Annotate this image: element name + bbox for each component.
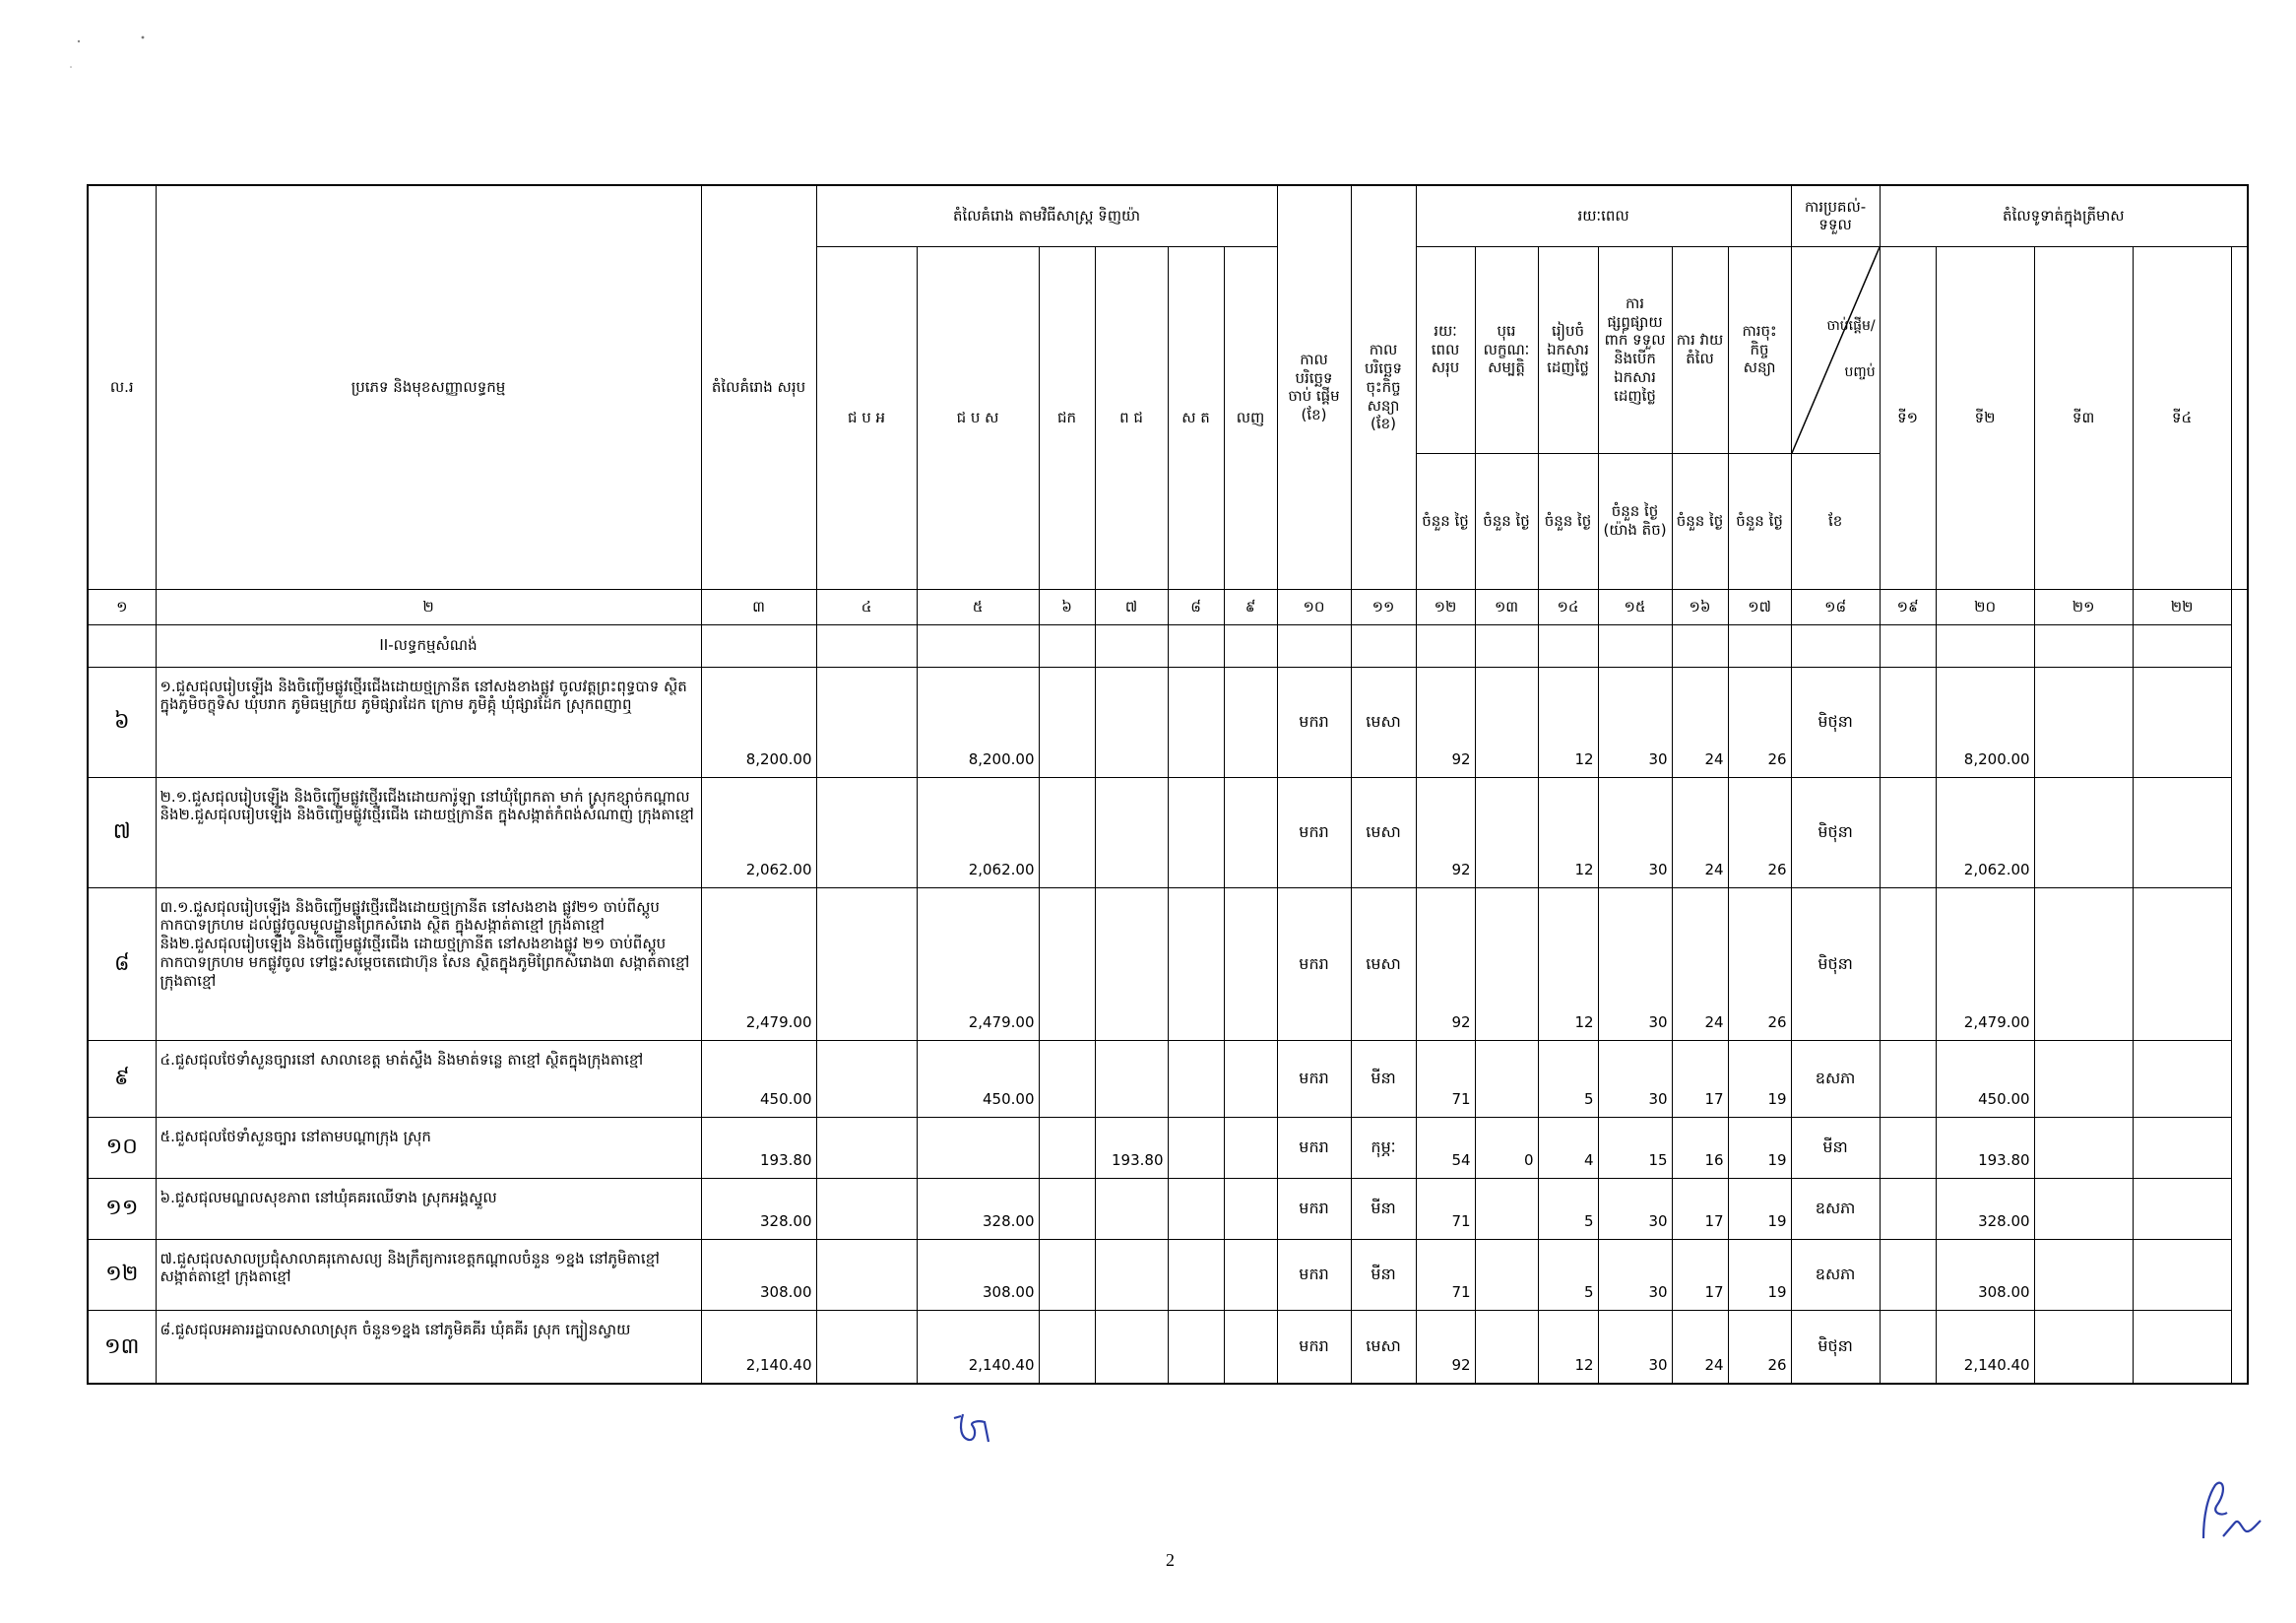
- duration-total: 92: [1416, 777, 1475, 887]
- table-row: [88, 887, 2248, 1040]
- quarter-4-payment: [2133, 1178, 2231, 1239]
- source-2-cost: 308.00: [917, 1239, 1039, 1310]
- sub-month: ខែ: [1791, 453, 1880, 589]
- row-number: ៧: [88, 777, 156, 887]
- sign-month: មីនា: [1351, 1239, 1416, 1310]
- header-q4: ទី៤: [2133, 246, 2231, 589]
- duration-bid: 30: [1598, 887, 1672, 1040]
- duration-contract: 26: [1728, 887, 1791, 1040]
- duration-total: 92: [1416, 667, 1475, 777]
- duration-bid: 30: [1598, 1040, 1672, 1117]
- column-number-19: ១៩: [1880, 589, 1936, 624]
- quarter-4-payment: [2133, 887, 2231, 1040]
- source-6-cost: [1224, 887, 1277, 1040]
- source-5-cost: [1168, 667, 1224, 777]
- start-month: មករា: [1277, 667, 1351, 777]
- source-5-cost: [1168, 887, 1224, 1040]
- duration-contract: 26: [1728, 777, 1791, 887]
- table-row: [88, 667, 2248, 777]
- column-number-22: ២២: [2133, 589, 2231, 624]
- duration-eval: 24: [1672, 777, 1728, 887]
- column-number-2: ២: [156, 589, 701, 624]
- source-2-cost: 8,200.00: [917, 667, 1039, 777]
- delivery-month: មិថុនា: [1791, 1310, 1880, 1384]
- column-number-16: ១៦: [1672, 589, 1728, 624]
- column-number-17: ១៧: [1728, 589, 1791, 624]
- quarter-4-payment: [2133, 777, 2231, 887]
- total-cost: 308.00: [701, 1239, 816, 1310]
- row-number: ១២: [88, 1239, 156, 1310]
- duration-bid: 30: [1598, 1239, 1672, 1310]
- source-5-cost: [1168, 1310, 1224, 1384]
- duration-prequal: [1475, 1239, 1538, 1310]
- source-1-cost: [816, 1117, 917, 1178]
- header-dur-contract: ការចុះ កិច្ច សន្យា: [1728, 246, 1791, 453]
- item-description: ២.១.ជួសជុលរៀបឡើង និងចិញ្ចើមផ្លូវថ្មើរជើងដោយការ៉ូឡា នៅឃុំព្រែកតា មាក់ ស្រុកខ្សាច់កណ្តាល និង២.ជួសជុលរៀបឡើង និងចិញ្ចើមផ្លូវថ្មើរជើង ដោយថ្មក្រានីត ក្នុងសង្កាត់កំពង់សំណាញ់ ក្រុងតាខ្មៅ: [156, 777, 701, 887]
- source-4-cost: [1095, 667, 1168, 777]
- procurement-plan-table: [87, 184, 2249, 1385]
- source-3-cost: [1039, 1239, 1095, 1310]
- source-4-cost: [1095, 777, 1168, 887]
- duration-prequal: 0: [1475, 1117, 1538, 1178]
- source-1-cost: [816, 1178, 917, 1239]
- delivery-month: មិថុនា: [1791, 777, 1880, 887]
- source-1-cost: [816, 1040, 917, 1117]
- page-number: 2: [1166, 1550, 1175, 1570]
- column-number-4: ៤: [816, 589, 917, 624]
- scan-speck-marks: [59, 30, 158, 79]
- start-month: មករា: [1277, 1239, 1351, 1310]
- duration-eval: 17: [1672, 1178, 1728, 1239]
- delivery-month: ឧសភា: [1791, 1178, 1880, 1239]
- duration-prequal: [1475, 667, 1538, 777]
- sub-count-day-1: ចំនួន ថ្ងៃ: [1416, 453, 1475, 589]
- sub-count-day-6: ចំនួន ថ្ងៃ: [1728, 453, 1791, 589]
- header-start-plan: កាលបរិច្ឆេទ ចាប់ ផ្តើម (ខែ): [1277, 185, 1351, 589]
- quarter-3-payment: [2034, 1239, 2133, 1310]
- column-number-11: ១១: [1351, 589, 1416, 624]
- header-q-blank: [2231, 246, 2248, 589]
- source-2-cost: 2,140.40: [917, 1310, 1039, 1384]
- total-cost: 328.00: [701, 1178, 816, 1239]
- handwritten-initial-mark: [949, 1408, 998, 1448]
- duration-prequal: [1475, 1040, 1538, 1117]
- item-description: ៧.ជួសជុលសាលប្រជុំសាលាគរុកោសល្យ និងក្រឹត្យការខេត្តកណ្តាលចំនួន ១ខ្នង នៅភូមិតាខ្មៅ សង្កាត់តាខ្មៅ ក្រុងតាខ្មៅ: [156, 1239, 701, 1310]
- duration-docs: 5: [1538, 1178, 1598, 1239]
- item-description: ៥.ជួសជុលថែទាំសួនច្បារ នៅតាមបណ្តាក្រុង ស្រុក: [156, 1117, 701, 1178]
- row-number: ៦: [88, 667, 156, 777]
- header-dur-prequal: បុរេ លក្ខណៈ សម្បត្តិ: [1475, 246, 1538, 453]
- start-month: មករា: [1277, 777, 1351, 887]
- source-4-cost: 193.80: [1095, 1117, 1168, 1178]
- source-2-cost: 450.00: [917, 1040, 1039, 1117]
- sub-count-day-5: ចំនួន ថ្ងៃ: [1672, 453, 1728, 589]
- sub-count-day-min: ចំនួន ថ្ងៃ (យ៉ាង តិច): [1598, 453, 1672, 589]
- duration-bid: 15: [1598, 1117, 1672, 1178]
- duration-total: 92: [1416, 887, 1475, 1040]
- source-4-cost: [1095, 1040, 1168, 1117]
- duration-contract: 19: [1728, 1117, 1791, 1178]
- source-5-cost: [1168, 1040, 1224, 1117]
- column-number-1: ១: [88, 589, 156, 624]
- column-number-20: ២០: [1936, 589, 2034, 624]
- quarter-2-payment: 450.00: [1936, 1040, 2034, 1117]
- source-6-cost: [1224, 777, 1277, 887]
- duration-docs: 5: [1538, 1239, 1598, 1310]
- quarter-1-payment: [1880, 1178, 1936, 1239]
- item-description: ៤.ជួសជុលថែទាំសួនច្បារនៅ សាលាខេត្ត មាត់ស្ទឹង និងមាត់ទន្លេ តាខ្មៅ ស្ថិតក្នុងក្រុងតាខ្មៅ: [156, 1040, 701, 1117]
- source-5-cost: [1168, 777, 1224, 887]
- item-description: ៦.ជួសជុលមណ្ឌលសុខភាព នៅឃុំគគរឈើទាង ស្រុកអង្គស្នួល: [156, 1178, 701, 1239]
- duration-bid: 30: [1598, 1310, 1672, 1384]
- total-cost: 2,140.40: [701, 1310, 816, 1384]
- table-row: [88, 1040, 2248, 1117]
- quarter-2-payment: 2,140.40: [1936, 1310, 2034, 1384]
- header-src-6: លញ: [1224, 246, 1277, 589]
- quarter-3-payment: [2034, 1178, 2133, 1239]
- header-type: ប្រភេទ និងមុខសញ្ញាលទ្ធកម្ម: [156, 185, 701, 589]
- quarter-1-payment: [1880, 1040, 1936, 1117]
- start-month: មករា: [1277, 1310, 1351, 1384]
- delivery-month: មិថុនា: [1791, 887, 1880, 1040]
- header-src-1: ជ ប អ: [816, 246, 917, 589]
- quarter-2-payment: 8,200.00: [1936, 667, 2034, 777]
- sign-month: មេសា: [1351, 887, 1416, 1040]
- quarter-1-payment: [1880, 1239, 1936, 1310]
- delivery-month: ឧសភា: [1791, 1239, 1880, 1310]
- header-q3: ទី៣: [2034, 246, 2133, 589]
- table-row: [88, 1178, 2248, 1239]
- total-cost: 450.00: [701, 1040, 816, 1117]
- duration-docs: 12: [1538, 777, 1598, 887]
- source-5-cost: [1168, 1178, 1224, 1239]
- column-number-15: ១៥: [1598, 589, 1672, 624]
- duration-eval: 24: [1672, 667, 1728, 777]
- row-number: ១៣: [88, 1310, 156, 1384]
- column-number-12: ១២: [1416, 589, 1475, 624]
- duration-eval: 17: [1672, 1040, 1728, 1117]
- source-4-cost: [1095, 1239, 1168, 1310]
- duration-total: 71: [1416, 1040, 1475, 1117]
- source-6-cost: [1224, 1310, 1277, 1384]
- duration-docs: 5: [1538, 1040, 1598, 1117]
- column-number-10: ១០: [1277, 589, 1351, 624]
- start-month: មករា: [1277, 1178, 1351, 1239]
- sign-month: មីនា: [1351, 1040, 1416, 1117]
- source-1-cost: [816, 1310, 917, 1384]
- source-4-cost: [1095, 1178, 1168, 1239]
- duration-contract: 26: [1728, 667, 1791, 777]
- source-3-cost: [1039, 777, 1095, 887]
- source-6-cost: [1224, 1040, 1277, 1117]
- source-6-cost: [1224, 667, 1277, 777]
- source-1-cost: [816, 667, 917, 777]
- source-2-cost: 328.00: [917, 1178, 1039, 1239]
- diagonal-divider: [1792, 247, 1880, 453]
- header-src-5: ស ត: [1168, 246, 1224, 589]
- duration-eval: 16: [1672, 1117, 1728, 1178]
- source-5-cost: [1168, 1117, 1224, 1178]
- header-dur-docs: រៀបចំ ឯកសារ ដេញថ្លៃ: [1538, 246, 1598, 453]
- header-src-3: ជក: [1039, 246, 1095, 589]
- delivery-month: មិថុនា: [1791, 667, 1880, 777]
- column-number-13: ១៣: [1475, 589, 1538, 624]
- quarter-2-payment: 2,062.00: [1936, 777, 2034, 887]
- total-cost: 2,062.00: [701, 777, 816, 887]
- quarter-3-payment: [2034, 667, 2133, 777]
- duration-docs: 12: [1538, 667, 1598, 777]
- header-dur-bid: ការផ្សព្វផ្សាយពាក់ ទទួល និងបើក ឯកសារ ដេញថ្លៃ: [1598, 246, 1672, 453]
- source-4-cost: [1095, 887, 1168, 1040]
- item-description: ៨.ជួសជុលអគាររដ្ឋបាលសាលាស្រុក ចំនួន១ខ្នង នៅភូមិគគីរ ឃុំគគីរ ស្រុក ក្បៀនស្វាយ: [156, 1310, 701, 1384]
- quarter-3-payment: [2034, 1040, 2133, 1117]
- duration-total: 71: [1416, 1239, 1475, 1310]
- quarter-1-payment: [1880, 1117, 1936, 1178]
- total-cost: 2,479.00: [701, 887, 816, 1040]
- quarter-1-payment: [1880, 887, 1936, 1040]
- source-2-cost: 2,062.00: [917, 777, 1039, 887]
- table-row: [88, 1117, 2248, 1178]
- header-total-cost: តំលៃគំរោង សរុប: [701, 185, 816, 589]
- duration-eval: 24: [1672, 1310, 1728, 1384]
- header-cost-by-source: តំលៃគំរោង តាមវិធីសាស្ត្រ ទិញយ៉ា: [816, 185, 1277, 246]
- source-1-cost: [816, 1239, 917, 1310]
- quarter-4-payment: [2133, 1239, 2231, 1310]
- duration-total: 54: [1416, 1117, 1475, 1178]
- duration-bid: 30: [1598, 667, 1672, 777]
- section-title: II-លទ្ធកម្មសំណង់: [156, 624, 701, 667]
- duration-contract: 19: [1728, 1239, 1791, 1310]
- quarter-4-payment: [2133, 1117, 2231, 1178]
- start-month: មករា: [1277, 887, 1351, 1040]
- column-number-21: ២១: [2034, 589, 2133, 624]
- delivery-start-label: ចាប់ផ្តើម/: [1826, 317, 1876, 334]
- section-blank: [88, 624, 156, 667]
- total-cost: 8,200.00: [701, 667, 816, 777]
- source-6-cost: [1224, 1239, 1277, 1310]
- header-quarter-payments: តំលៃទូទាត់ក្នុងត្រីមាស: [1880, 185, 2248, 246]
- duration-prequal: [1475, 887, 1538, 1040]
- duration-contract: 19: [1728, 1178, 1791, 1239]
- duration-docs: 12: [1538, 887, 1598, 1040]
- duration-contract: 26: [1728, 1310, 1791, 1384]
- quarter-1-payment: [1880, 1310, 1936, 1384]
- start-month: មករា: [1277, 1117, 1351, 1178]
- data-rows: [88, 667, 2248, 1384]
- row-number: ១០: [88, 1117, 156, 1178]
- header-dur-total: រយៈ ពេល សរុប: [1416, 246, 1475, 453]
- duration-total: 71: [1416, 1178, 1475, 1239]
- quarter-4-payment: [2133, 667, 2231, 777]
- quarter-2-payment: 328.00: [1936, 1178, 2034, 1239]
- source-3-cost: [1039, 1310, 1095, 1384]
- quarter-3-payment: [2034, 887, 2133, 1040]
- column-number-5: ៥: [917, 589, 1039, 624]
- quarter-2-payment: 193.80: [1936, 1117, 2034, 1178]
- header-q2: ទី២: [1936, 246, 2034, 589]
- source-1-cost: [816, 887, 917, 1040]
- duration-bid: 30: [1598, 1178, 1672, 1239]
- table-row: [88, 1239, 2248, 1310]
- header-row-1: [88, 185, 2248, 246]
- column-number-3: ៣: [701, 589, 816, 624]
- sign-month: មេសា: [1351, 777, 1416, 887]
- source-1-cost: [816, 777, 917, 887]
- quarter-3-payment: [2034, 1310, 2133, 1384]
- source-2-cost: [917, 1117, 1039, 1178]
- item-description: ៣.១.ជួសជុលរៀបឡើង និងចិញ្ចើមផ្លូវថ្មើរជើងដោយថ្មក្រានីត នៅសងខាង ផ្លូវ២១ ចាប់ពីស្តូបកាកបាទក្រហម ដល់ផ្លូវចូលមូលដ្ឋានព្រែកសំរោង ស្ថិត ក្នុងសង្កាត់តាខ្មៅ ក្រុងតាខ្មៅ និង២.ជួសជុលរៀបឡើង និងចិញ្ចើមផ្លូវថ្មើរជើង ដោយថ្មក្រានីត នៅសងខាងផ្លូវ ២១ ចាប់ពីស្តូបកាកបាទក្រហម មកផ្លូវចូល ទៅផ្ទះសម្តេចតេជោហ៊ុន សែន ស្ថិតក្នុងភូមិព្រែកសំរោង៣ សង្កាត់តាខ្មៅ ក្រុងតាខ្មៅ: [156, 887, 701, 1040]
- quarter-2-payment: 308.00: [1936, 1239, 2034, 1310]
- quarter-4-payment: [2133, 1040, 2231, 1117]
- source-3-cost: [1039, 1178, 1095, 1239]
- table-row: [88, 1310, 2248, 1384]
- header-src-4: ព ជ: [1095, 246, 1168, 589]
- duration-docs: 12: [1538, 1310, 1598, 1384]
- duration-prequal: [1475, 1178, 1538, 1239]
- source-6-cost: [1224, 1178, 1277, 1239]
- source-5-cost: [1168, 1239, 1224, 1310]
- delivery-end-label: បញ្ចប់: [1844, 364, 1876, 380]
- source-3-cost: [1039, 1117, 1095, 1178]
- header-delivery: ការប្រគល់- ទទួល: [1791, 185, 1880, 246]
- total-cost: 193.80: [701, 1117, 816, 1178]
- sign-month: មេសា: [1351, 667, 1416, 777]
- duration-prequal: [1475, 1310, 1538, 1384]
- column-number-18: ១៨: [1791, 589, 1880, 624]
- header-q1: ទី១: [1880, 246, 1936, 589]
- column-number-8: ៨: [1168, 589, 1224, 624]
- source-4-cost: [1095, 1310, 1168, 1384]
- duration-prequal: [1475, 777, 1538, 887]
- quarter-2-payment: 2,479.00: [1936, 887, 2034, 1040]
- column-number-9: ៩: [1224, 589, 1277, 624]
- column-number-6: ៦: [1039, 589, 1095, 624]
- quarter-3-payment: [2034, 1117, 2133, 1178]
- source-6-cost: [1224, 1117, 1277, 1178]
- sub-count-day-3: ចំនួន ថ្ងៃ: [1538, 453, 1598, 589]
- row-number: ៩: [88, 1040, 156, 1117]
- header-src-2: ជ ប ស: [917, 246, 1039, 589]
- delivery-month: មីនា: [1791, 1117, 1880, 1178]
- quarter-4-payment: [2133, 1310, 2231, 1384]
- table-row: [88, 777, 2248, 887]
- row-number: ១១: [88, 1178, 156, 1239]
- column-number-row: [88, 589, 2248, 624]
- column-number-7: ៧: [1095, 589, 1168, 624]
- delivery-month: ឧសភា: [1791, 1040, 1880, 1117]
- quarter-3-payment: [2034, 777, 2133, 887]
- header-sign-plan: កាលបរិច្ឆេទ ចុះកិច្ច សន្យា (ខែ): [1351, 185, 1416, 589]
- duration-docs: 4: [1538, 1117, 1598, 1178]
- quarter-1-payment: [1880, 667, 1936, 777]
- row-number: ៨: [88, 887, 156, 1040]
- handwritten-initial-signature: [2196, 1477, 2264, 1546]
- duration-eval: 17: [1672, 1239, 1728, 1310]
- source-2-cost: 2,479.00: [917, 887, 1039, 1040]
- sign-month: មីនា: [1351, 1178, 1416, 1239]
- duration-contract: 19: [1728, 1040, 1791, 1117]
- duration-bid: 30: [1598, 777, 1672, 887]
- header-duration: រយៈពេល: [1416, 185, 1791, 246]
- duration-eval: 24: [1672, 887, 1728, 1040]
- header-dur-eval: ការ វាយ តំលៃ: [1672, 246, 1728, 453]
- source-3-cost: [1039, 1040, 1095, 1117]
- column-number-14: ១៤: [1538, 589, 1598, 624]
- source-3-cost: [1039, 887, 1095, 1040]
- section-row: [88, 624, 2248, 667]
- source-3-cost: [1039, 667, 1095, 777]
- item-description: ១.ជួសជុលរៀបឡើង និងចិញ្ចើមផ្លូវថ្មើរជើងដោយថ្មក្រានីត នៅសងខាងផ្លូវ ចូលវត្តព្រះពុទ្ធបាទ ស្ថិតក្នុងភូមិចក្ខុទិស ឃុំបរាក ភូមិធម្មក្រយ ភូមិផ្សារដែក ក្រោម ភូមិគ្កុំ ឃុំផ្សារដែក ស្រុកពញាឮ: [156, 667, 701, 777]
- quarter-1-payment: [1880, 777, 1936, 887]
- sign-month: មេសា: [1351, 1310, 1416, 1384]
- sub-count-day-2: ចំនួន ថ្ងៃ: [1475, 453, 1538, 589]
- start-month: មករា: [1277, 1040, 1351, 1117]
- header-delivery-start-end: [1791, 246, 1880, 453]
- header-no: ល.រ: [88, 185, 156, 589]
- duration-total: 92: [1416, 1310, 1475, 1384]
- sign-month: កុម្ភៈ: [1351, 1117, 1416, 1178]
